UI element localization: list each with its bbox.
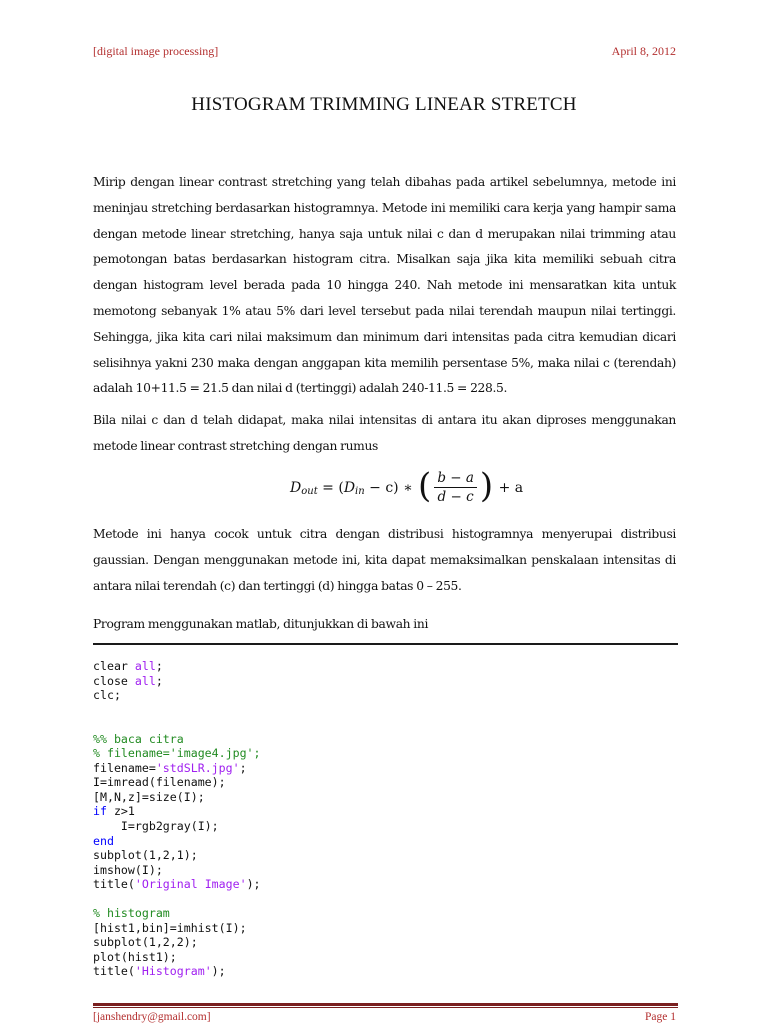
code-line <box>93 921 261 936</box>
formula-right-paren: ) <box>479 465 494 506</box>
code-token: ; <box>155 659 163 673</box>
paragraph-formula-intro: Bila nilai c dan d telah didapat, maka nilai intensitas di antara itu akan diproses menggunakan metode linear contrast stretching dengan rumus <box>93 413 676 453</box>
page-title: HISTOGRAM TRIMMING LINEAR STRETCH <box>191 94 577 115</box>
footer-email: [janshendry@gmail.com] <box>93 1011 211 1023</box>
code-token: close <box>93 673 135 688</box>
code-string: 'stdSLR.jpg' <box>155 760 240 775</box>
code-string: 'Histogram' <box>134 964 212 979</box>
code-keyword: if <box>93 804 107 819</box>
code-line <box>93 935 261 950</box>
formula-din: D <box>343 479 356 496</box>
code-token: filename= <box>93 760 156 775</box>
paragraph-program-intro: Program menggunakan matlab, ditunjukkan di bawah ini <box>93 617 429 631</box>
formula-minus-c: − c) ∗ <box>364 479 418 496</box>
code-token: [M,N,z]=size(I); <box>93 789 205 804</box>
code-line <box>93 819 261 834</box>
formula-lhs-subscript: out <box>301 486 318 497</box>
code-string: 'Original Image' <box>134 877 247 892</box>
code-token: plot(hist1); <box>93 949 177 964</box>
code-token: I=imread(filename); <box>93 775 226 790</box>
code-token: imshow(I); <box>93 862 163 877</box>
code-token: ; <box>239 760 247 775</box>
footer-rule-thin <box>93 1007 678 1008</box>
paragraph-gaussian-note: Metode ini hanya cocok untuk citra dengan distribusi histogramnya menyerupai distribusi gaussian. Dengan menggunakan metode ini, kita dapat memaksimalkan penskalaan intensitas di antara nilai terendah (c) dan tertinggi (d) hingga batas 0 – 255. <box>93 527 676 593</box>
code-line <box>93 717 261 732</box>
code-line <box>93 732 261 747</box>
matlab-code-block <box>93 659 261 979</box>
code-line <box>93 703 261 718</box>
code-comment: % histogram <box>93 906 170 921</box>
code-line <box>93 775 261 790</box>
stretch-formula <box>290 465 524 506</box>
code-line <box>93 790 261 805</box>
formula-denominator: d − c <box>437 489 474 505</box>
header-date: April 8, 2012 <box>611 44 676 58</box>
code-token: subplot(1,2,1); <box>93 848 198 863</box>
code-token: title( <box>93 964 135 979</box>
formula-equals: = ( <box>317 479 344 496</box>
code-line <box>93 848 261 863</box>
code-line <box>93 761 261 776</box>
code-token: I=rgb2gray(I); <box>93 819 219 834</box>
formula-left-paren: ( <box>418 465 432 506</box>
code-comment: % filename='image4.jpg'; <box>93 746 261 761</box>
code-token: title( <box>93 877 135 892</box>
code-keyword: end <box>93 833 114 848</box>
code-line <box>93 877 261 892</box>
code-line <box>93 863 261 878</box>
code-token: [hist1,bin]=imhist(I); <box>93 920 247 935</box>
code-token: z>1 <box>106 804 135 819</box>
code-string: all <box>134 673 156 688</box>
code-line <box>93 674 261 689</box>
code-line <box>93 964 261 979</box>
code-line <box>93 906 261 921</box>
code-line <box>93 804 261 819</box>
formula-tail: + a <box>494 479 524 496</box>
formula-din-subscript: in <box>355 486 365 497</box>
header-category: [digital image processing] <box>93 44 219 58</box>
code-token: ); <box>211 964 226 979</box>
code-token: subplot(1,2,2); <box>93 935 198 950</box>
formula-fraction <box>434 470 477 505</box>
footer-rule-thick <box>93 1003 678 1006</box>
code-line <box>93 746 261 761</box>
code-comment: %% baca citra <box>93 731 184 746</box>
paragraph-intro: Mirip dengan linear contrast stretching yang telah dibahas pada artikel sebelumnya, metode ini meninjau stretching berdasarkan histogramnya. Metode ini memiliki cara kerja yang hampir sama dengan metode linear stretching, hanya saja untuk nilai c dan d merupakan nilai trimming atau pemotongan batas berdasarkan histogram citra. Misalkan saja jika kita memiliki sebuah citra dengan histogram level berada pada 10 hingga 240. Nah metode ini mensaratkan kita untuk memotong sebanyak 1% atau 5% dari level tersebut pada nilai terendah maupun nilai tertinggi. Sehingga, jika kita cari nilai maksimum dan minimum dari intensitas pada citra kemudian dicari selisihnya yakni 230 maka dengan anggapan kita memilih persentase 5%, maka nilai c (terendah) adalah 10+11.5 = 21.5 dan nilai d (tertinggi) adalah 240-11.5 = 228.5. <box>93 175 676 396</box>
footer-page-number: Page 1 <box>645 1011 676 1023</box>
code-line <box>93 688 261 703</box>
code-token: ; <box>155 673 163 688</box>
code-line <box>93 950 261 965</box>
code-line <box>93 834 261 849</box>
code-token: clear <box>93 659 135 673</box>
formula-numerator: b − a <box>434 470 477 488</box>
code-block-divider <box>93 643 678 645</box>
code-token: ); <box>246 877 261 892</box>
code-line <box>93 892 261 907</box>
formula-lhs: D <box>290 479 302 496</box>
code-line <box>93 659 261 674</box>
code-string: all <box>134 659 156 673</box>
code-token: clc; <box>93 688 121 703</box>
